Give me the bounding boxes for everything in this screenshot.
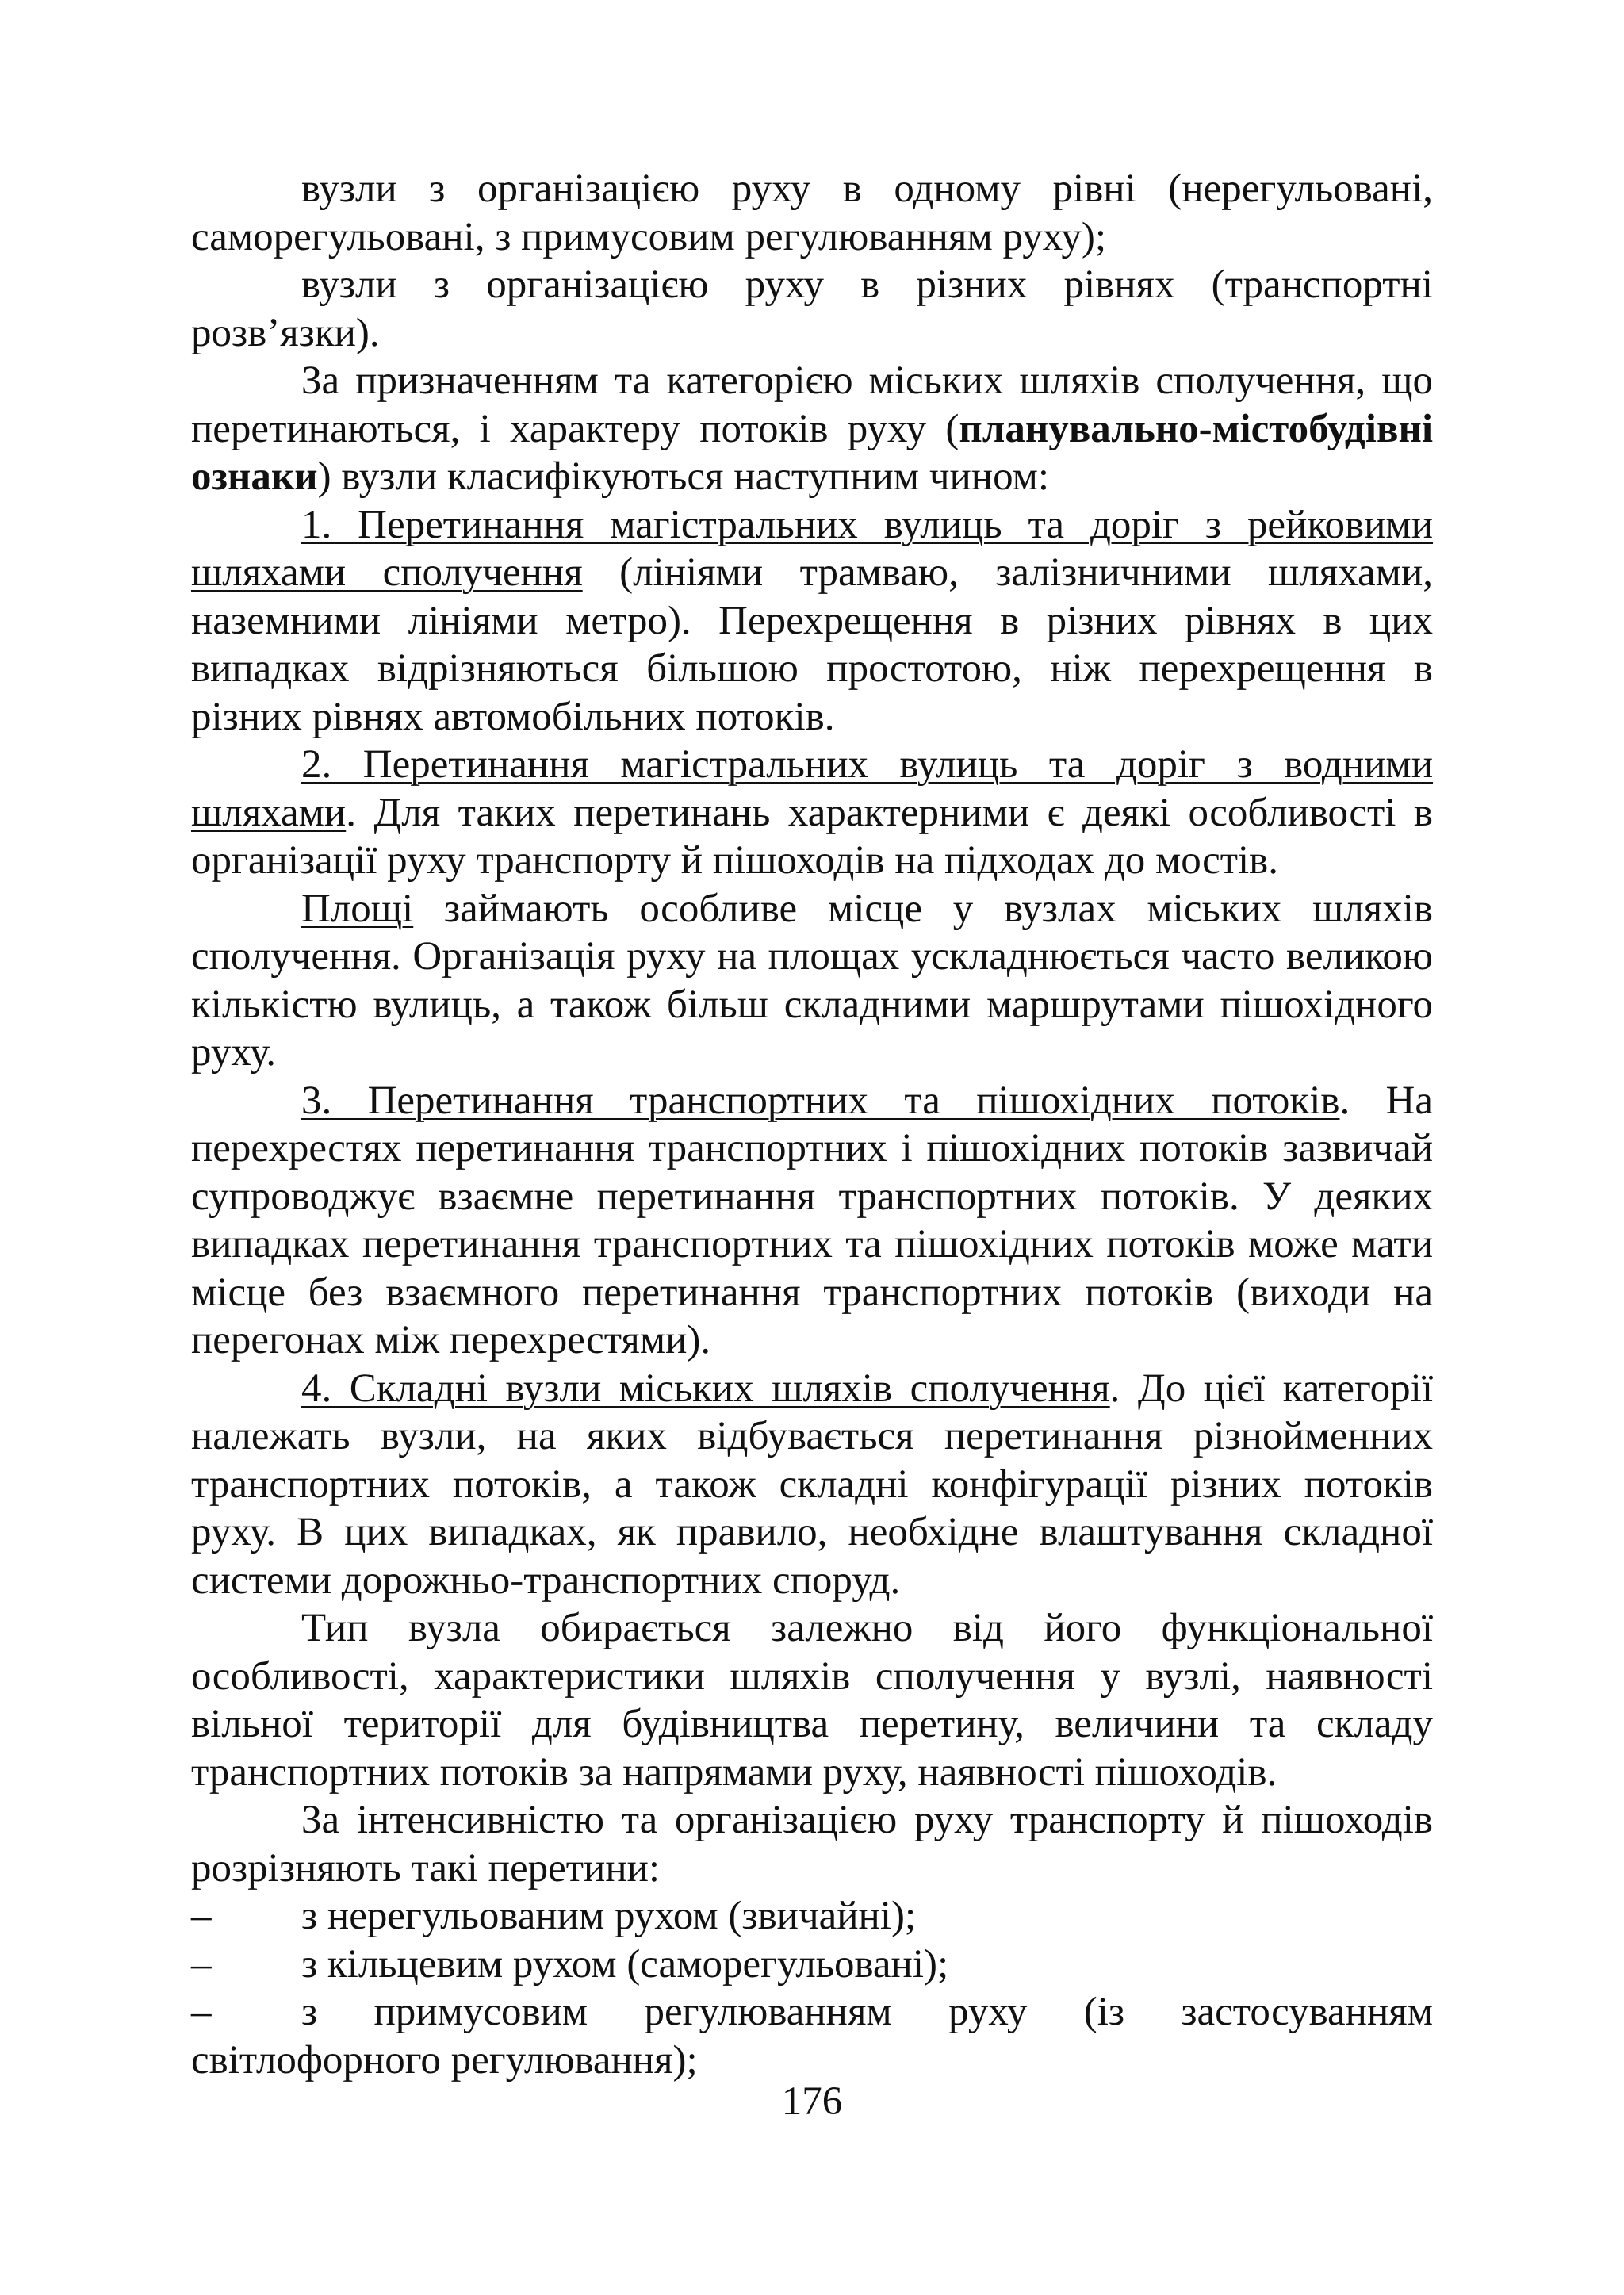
dash-marker: – <box>191 1941 212 1987</box>
paragraph-text: . На перехрестях перетинання транспортних і пішохідних потоків зазвичай супроводжує взаємне перетинання транспортних потоків. У деяких випадках перетинання транспортних та пішохідних потоків може мати місце без взаємного перетинання транспортних потоків (виходи на перегонах між перехрестями). <box>191 1078 1434 1362</box>
dash-marker: – <box>191 1894 212 1938</box>
list-item-text: з кільцевим рухом (саморегульовані); <box>301 1941 949 1987</box>
list-item <box>191 1941 1433 1989</box>
paragraph-item-2 <box>191 741 1433 885</box>
underlined-heading: 2. Перетинання магістральних вулиць та доріг з водними шляхами <box>191 742 1433 835</box>
list-item <box>191 1988 1433 2084</box>
paragraph-item-3 <box>191 1077 1433 1365</box>
list-item-text: з нерегульованим рухом (звичайні); <box>301 1894 917 1938</box>
paragraph-text: За призначенням та категорією міських шляхів сполучення, що перетинаються, і характеру потоків руху ( <box>191 358 1433 451</box>
underlined-heading: 3. Перетинання транспортних та пішохідних потоків <box>301 1078 1340 1123</box>
paragraph-squares <box>191 885 1433 1077</box>
paragraph-item-4 <box>191 1365 1433 1605</box>
underlined-heading: Площі <box>301 886 414 931</box>
paragraph-text: вузли з організацією руху в різних рівнях (транспортні розв’язки). <box>191 262 1433 355</box>
paragraph-nodes-different-levels <box>191 261 1433 357</box>
paragraph-nodes-one-level <box>191 165 1433 261</box>
body-text <box>191 165 1433 2084</box>
paragraph-text: вузли з організацією руху в одному рівні (нерегульовані, саморегульовані, з примусовим регулюванням руху); <box>191 167 1433 259</box>
paragraph-text: займають особливе місце у вузлах міських шляхів сполучення. Організація руху на площах ускладнюється часто великою кількістю вулиць, а також більш складними маршрутами пішохідного руху. <box>191 886 1433 1075</box>
paragraph-text: (лініями трамваю, залізничними шляхами, наземними лініями метро). Перехрещення в різних рівнях в цих випадках відрізняються більшою простотою, ніж перехрещення в різних рівнях автомобільних потоків. <box>191 550 1433 739</box>
paragraph-text: ) вузли класифікуються наступним чином: <box>317 454 1050 499</box>
paragraph-text: . До цієї категорії належать вузли, на яких відбувається перетинання різнойменних транспортних потоків, а також складні конфігурації різних потоків руху. В цих випадках, як правило, необхідне влаштування складної системи дорожньо-транспортних споруд. <box>191 1366 1433 1603</box>
bold-term: планувально-містобудівні ознаки <box>191 406 1433 499</box>
paragraph-item-1 <box>191 501 1433 741</box>
paragraph-text: . Для таких перетинань характерними є деякі особливості в організації руху транспорту й пішоходів на підходах до мостів. <box>191 790 1433 883</box>
dash-marker: – <box>191 1990 212 2034</box>
paragraph-classification-intro <box>191 357 1433 501</box>
underlined-heading: 4. Складні вузли міських шляхів сполучення <box>301 1366 1110 1411</box>
page-number: 176 <box>781 2079 843 2124</box>
paragraph-text: За інтенсивністю та організацією руху транспорту й пішоходів розрізняють такі перетини: <box>191 1798 1433 1891</box>
paragraph-node-type <box>191 1604 1433 1796</box>
paragraph-intensity <box>191 1796 1433 1892</box>
list-item-text: з примусовим регулюванням руху (із застосуванням світлофорного регулювання); <box>191 1990 1433 2082</box>
underlined-heading: 1. Перетинання магістральних вулиць та доріг з рейковими шляхами сполучення <box>191 502 1433 595</box>
list-item <box>191 1892 1433 1941</box>
paragraph-text: Тип вузла обирається залежно від його функціональної особливості, характеристики шляхів сполучення у вузлі, наявності вільної території для будівництва перетину, величини та складу транспортних потоків за напрямами руху, наявності пішоходів. <box>191 1606 1433 1795</box>
